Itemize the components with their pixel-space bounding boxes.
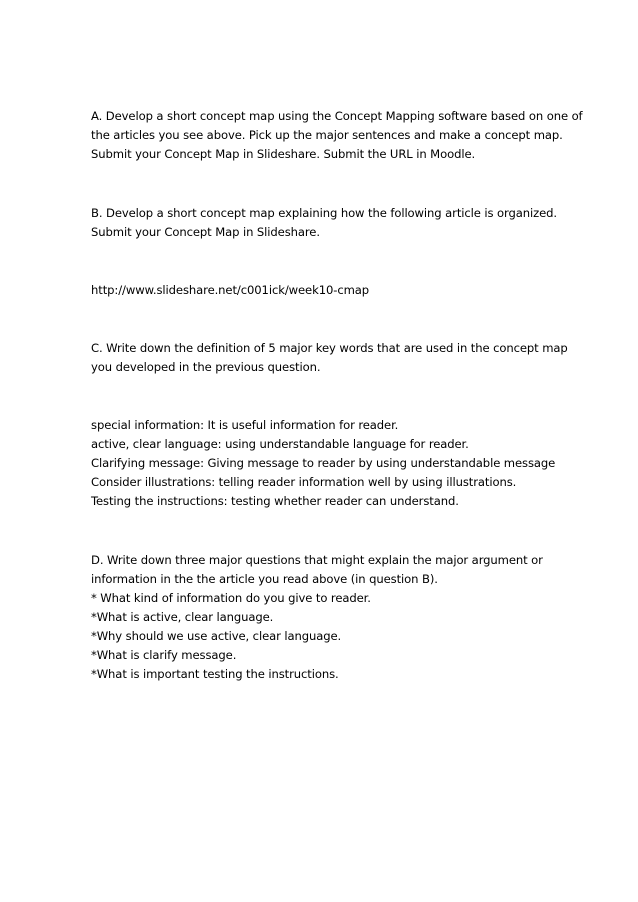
section-a-line-3: Submit your Concept Map in Slideshare. Submit the URL in Moodle. bbox=[91, 147, 476, 161]
definition-item: Testing the instructions: testing whether reader can understand. bbox=[91, 494, 459, 508]
section-c-line-2: you developed in the previous question. bbox=[91, 360, 321, 374]
question-item: *What is important testing the instructions. bbox=[91, 667, 339, 681]
section-d-line-1: D. Write down three major questions that might explain the major argument or bbox=[91, 553, 543, 567]
question-item: *Why should we use active, clear language. bbox=[91, 629, 342, 643]
section-c-line-1: C. Write down the definition of 5 major key words that are used in the concept map bbox=[91, 341, 568, 355]
definition-item: special information: It is useful information for reader. bbox=[91, 418, 399, 432]
section-b-line-2: Submit your Concept Map in Slideshare. bbox=[91, 225, 320, 239]
section-b-line-1: B. Develop a short concept map explaining how the following article is organized. bbox=[91, 206, 557, 220]
question-item: *What is active, clear language. bbox=[91, 610, 274, 624]
section-a-line-1: A. Develop a short concept map using the Concept Mapping software based on one of bbox=[91, 109, 583, 123]
question-item: *What is clarify message. bbox=[91, 648, 237, 662]
definition-item: active, clear language: using understandable language for reader. bbox=[91, 437, 469, 451]
question-item: * What kind of information do you give to reader. bbox=[91, 591, 371, 605]
definition-item: Clarifying message: Giving message to reader by using understandable message bbox=[91, 456, 556, 470]
section-d-line-2: information in the the article you read above (in question B). bbox=[91, 572, 438, 586]
section-a-line-2: the articles you see above. Pick up the major sentences and make a concept map. bbox=[91, 128, 563, 142]
definition-item: Consider illustrations: telling reader information well by using illustrations. bbox=[91, 475, 517, 489]
section-b-url: http://www.slideshare.net/c001ick/week10-cmap bbox=[91, 283, 370, 297]
